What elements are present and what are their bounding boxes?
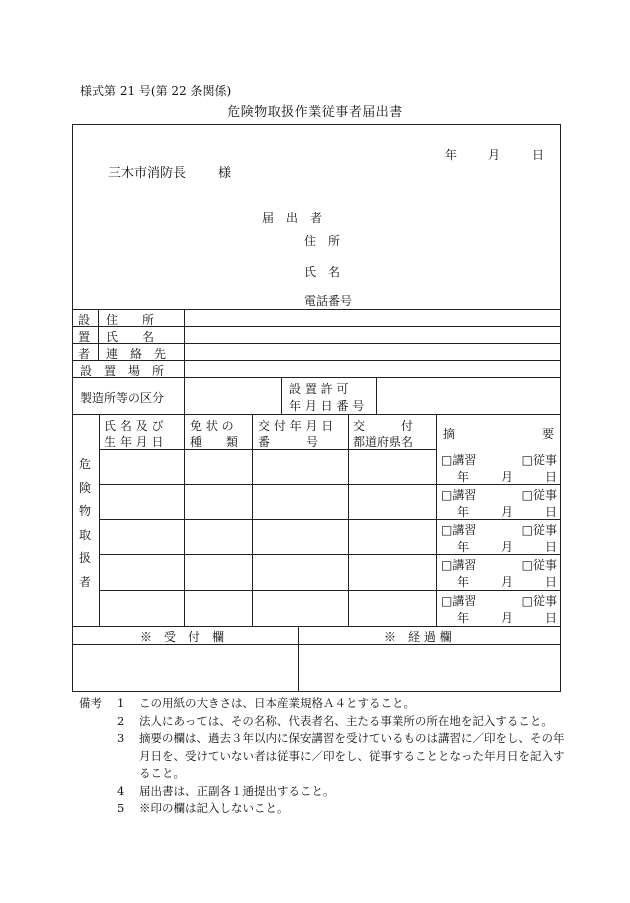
handlers-label-char: 者 [79, 574, 92, 589]
notifier-name-label: 氏 名 [304, 265, 341, 279]
header-license-line2: 種 類 [190, 435, 239, 449]
notes-heading: 備考 [79, 696, 102, 710]
header-summary-left: 摘 [443, 427, 456, 441]
handlers-label-char: 物 [79, 504, 92, 518]
rule [281, 377, 282, 414]
rule [348, 414, 349, 626]
header-issue-line1: 交 付 年 月 日 [258, 419, 334, 433]
rule [99, 414, 100, 626]
reception-label: ※ 受 付 欄 [140, 630, 225, 644]
month-label: 月 [500, 470, 513, 484]
rule [252, 414, 253, 626]
note-number: 2 [117, 713, 125, 728]
facility-type-label: 製造所等の区分 [80, 391, 165, 405]
year-label: 年 [457, 575, 470, 589]
date-month-label: 月 [488, 148, 501, 162]
installer-label-char: 置 [78, 330, 91, 344]
engaged-checkbox[interactable]: □従事 [521, 488, 557, 502]
day-label: 日 [544, 505, 557, 519]
installer-name-label: 氏 名 [106, 330, 155, 344]
summary-cell [441, 486, 557, 520]
notifier-address-label: 住 所 [304, 234, 341, 248]
notifier-label: 届 出 者 [262, 211, 323, 225]
installer-contact-label: 連 絡 先 [106, 347, 167, 361]
note-text: 届出書は、正副各１通提出すること。 [139, 783, 335, 798]
year-label: 年 [457, 611, 470, 625]
permit-label-line2: 年 月 日 番 号 [289, 399, 365, 413]
notifier-phone-label: 電話番号 [304, 294, 353, 308]
summary-cell [441, 521, 557, 555]
rule [99, 590, 561, 591]
month-label: 月 [500, 611, 513, 625]
rule [72, 309, 561, 310]
day-label: 日 [544, 575, 557, 589]
note-text: 摘要の欄は、過去３年以内に保安講習を受けているものは講習に／印をし、その年月日を、受けていない者は従事に／印をし、従事することとなった年月日を記入すること。 [139, 731, 565, 780]
day-label: 日 [544, 611, 557, 625]
notes [79, 695, 571, 818]
installer-label-char: 設 [78, 313, 91, 327]
note-number: 1 [117, 696, 125, 710]
summary-cell [441, 451, 557, 485]
day-label: 日 [544, 470, 557, 484]
lecture-checkbox[interactable]: □講習 [441, 523, 477, 537]
note-text: この用紙の大きさは、日本産業規格Ａ４とすること。 [139, 696, 415, 710]
month-label: 月 [500, 575, 513, 589]
page-title: 危険物取扱作業従事者届出書 [227, 105, 403, 120]
lecture-checkbox[interactable]: □講習 [441, 594, 477, 608]
month-label: 月 [500, 505, 513, 519]
note-number: 3 [117, 731, 125, 745]
location-label: 設 置 場 所 [80, 364, 165, 378]
rule [298, 626, 299, 692]
rule [72, 414, 561, 415]
note-text: 法人にあっては、その名称、代表者名、主たる事業所の所在地を記入すること。 [139, 713, 553, 728]
rule [184, 309, 185, 414]
header-name-birth-line1: 氏 名 及 び [104, 419, 164, 433]
permit-label-line1: 設 置 許 可 [289, 382, 349, 396]
note-number: 5 [117, 801, 125, 815]
year-label: 年 [457, 470, 470, 484]
form-number: 様式第 21 号(第 22 条関係) [80, 84, 232, 98]
header-issuer-line2: 都道府県名 [353, 435, 414, 449]
installer-label-char: 者 [78, 347, 91, 361]
header-license-line1: 免 状 の [190, 419, 234, 433]
handlers-label-char: 扱 [79, 551, 92, 565]
engaged-checkbox[interactable]: □従事 [521, 523, 557, 537]
month-label: 月 [500, 540, 513, 554]
rule [184, 414, 185, 626]
handlers-label-char: 険 [79, 480, 92, 495]
rule [436, 414, 437, 626]
engaged-checkbox[interactable]: □従事 [521, 594, 557, 608]
date-day-label: 日 [532, 148, 545, 162]
header-name-birth-line2: 生 年 月 日 [104, 435, 164, 449]
lecture-checkbox[interactable]: □講習 [441, 453, 477, 467]
rule [72, 626, 561, 627]
summary-cell [441, 556, 557, 590]
date-year-label: 年 [445, 148, 458, 162]
note-number: 4 [117, 783, 125, 798]
engaged-checkbox[interactable]: □従事 [521, 558, 557, 572]
note-text: ※印の欄は記入しないこと。 [139, 801, 289, 815]
addressee-name: 三木市消防長 [108, 166, 187, 181]
lecture-checkbox[interactable]: □講習 [441, 558, 477, 572]
header-issue-line2: 番 号 [258, 435, 319, 449]
year-label: 年 [457, 505, 470, 519]
header-summary-right: 要 [542, 427, 555, 441]
rule [376, 377, 377, 414]
installer-address-label: 住 所 [106, 313, 155, 327]
progress-label: ※ 経 過 欄 [384, 630, 452, 644]
summary-cell [441, 592, 557, 626]
engaged-checkbox[interactable]: □従事 [521, 453, 557, 467]
handlers-label-char: 取 [79, 527, 92, 542]
year-label: 年 [457, 540, 470, 554]
header-issuer-line1: 交 付 [353, 419, 414, 433]
addressee-honorific: 様 [218, 166, 232, 181]
handlers-label-char: 危 [79, 457, 92, 471]
day-label: 日 [544, 540, 557, 554]
rule [98, 309, 99, 360]
lecture-checkbox[interactable]: □講習 [441, 488, 477, 502]
